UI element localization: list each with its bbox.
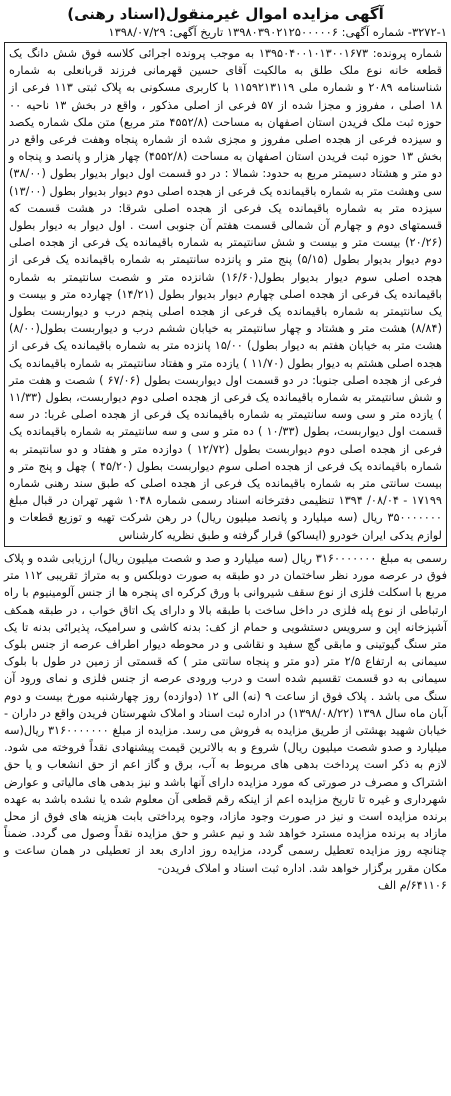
notice-framed-body [4, 42, 447, 547]
notice-reference-code: ۶۴۱۱۰۶/م الف [377, 878, 447, 892]
notice-number-and-date: ۳۲۷۲-۱- شماره آگهی: ۱۳۹۸۰۳۹۰۲۱۲۵۰۰۰۰۰۶ تاریخ آگهی: ۱۳۹۸/۰۷/۲۹ [108, 25, 447, 39]
notice-title: آگهی مزایده اموال غیرمنقول(اسناد رهنی) [67, 5, 384, 23]
auction-terms-paragraph: رسمی به مبلغ ۳۱۶۰۰۰۰۰۰۰ ریال (سه میلیارد و صد و شصت میلیون ریال) ارزیابی شده و پلاک فوق در عرصه مورد نظر ساختمان در دو طبقه به صورت دوبلکس و به متراژ تقریبی ۱۱۲ متر مربع با اسکلت فلزی از نوع سقف شیروانی با ورق کرکره ای پنجره ها از جنس آلومینیوم با راه ارتباطی از نوع پله فلزی در داخل ساخت با طبقه بالا و دارای یک اتاق خواب ، در طبقه همکف آشپزخانه اپن و سرویس دستشویی و حمام از کف: بدنه کاشی و سرامیک، پذیرائی بدنه تا یک متر سنگ گیوتینی و مابقی گچ سفید و نقاشی و در محوطه دیوار اطراف عرصه از جنس بلوک سیمانی به ارتفاع ۲/۵ متر (دو متر و پنجاه سانتی متر ) که قسمتی از زمین در طول با بلوک سیمانی به دو قسمت تقسیم شده است و درب ورودی عرصه از جنس فلزی و نمای ورود آن سنگ می باشد . پلاک فوق از ساعت ۹ (نه) الی ۱۲ (دوازده) روز چهارشنبه مورخ بیست و دوم آبان ماه سال ۱۳۹۸ (۱۳۹۸/۰۸/۲۲) در اداره ثبت اسناد و املاک شهرستان فریدن واقع در داران - خیابان شهید بهشتی از طریق مزایده به فروش می رسد. مزایده از مبلغ ۳۱۶۰۰۰۰۰۰۰ ریال(سه میلیارد و صدو شصت میلیون ریال) شروع و به بالاترین قیمت پیشنهادی نقداً فروخته می شود. لازم به ذکر است پرداخت بدهی های مربوط به آب، برق و گاز اعم از حق انشعاب و یا حق اشتراک و مصرف در صورتی که مورد مزایده دارای آنها باشد و نیز بدهی های مالیاتی و عوارض شهرداری و غیره تا تاریخ مزایده اعم از اینکه رقم قطعی آن معلوم شده یا نشده باشد به عهده برنده مزایده است و نیز در صورت وجود مازاد، وجوه پرداختی بابت هزینه های فوق از محل مازاد به برنده مزایده مسترد خواهد شد و نیم عشر و حق مزایده نقداً وصول می گردد. ضمناً چنانچه روز مزایده تعطیل رسمی گردد، مزایده روز اداری بعد از تعطیلی در همان ساعت و مکان مقرر برگزار خواهد شد. اداره ثبت اسناد و املاک فریدن- [4, 551, 448, 875]
property-description-paragraph: شماره پرونده: ۱۳۹۵۰۴۰۰۱۰۱۳۰۰۱۶۷۳ به موجب پرونده اجرائی کلاسه فوق شش دانگ یک قطعه خانه نوع ملک طلق به مالکیت آقای حسین قهرمانی فرزند قربانعلی به شماره شناسنامه ۲۰۸۹ و شماره ملی ۱۱۵۹۲۱۳۱۱۹ با کاربری مسکونی به پلاک ثبتی ۱۱۳ فرعی از ۱۸ اصلی ، مفروز و مجزا شده از ۵۷ فرعی از اصلی مذکور ، واقع در بخش ۱۳ ناحیه ۰۰ حوزه ثبت ملک فریدن استان اصفهان به مساحت (۴۵۵۲/۸ متر مربع) متن ملک شماره یکصد و سیزده فرعی از هجده اصلی مفروز و مجزی شده از شماره پنجاه وهفت فرعی واقع در بخش ۱۳ حوزه ثبت فریدن استان اصفهان به مساحت (۴۵۵۲/۸) چهار هزار و پانصد و پنجاه و دو متر و هشتاد دسیمتر مربع به حدود: شمالا : در دو قسمت اول دیوار بدیوار بطول (۳۸/۰۰) سی وهشت متر به شماره باقیمانده یک فرعی از هجده اصلی دوم دیوار بدیوار بطول (۱۳/۰۰) سیزده متر به شماره باقیمانده یک فرعی از هجده اصلی شرقا: در هشت قسمت که قسمتهای دوم و چهارم آن شمالی قسمت هفتم آن جنوبی است . اول دیوار به دیوار بطول (۲۰/۲۶) بیست متر و بیست و شش سانتیمتر به شماره باقیمانده یک فرعی از هجده اصلی دوم دیوار بدیوار بطول (۵/۱۵) پنج متر و پانزده سانتیمتر به شماره باقیمانده یک فرعی از هجده اصلی سوم دیوار بدیوار بطول(۱۶/۶۰) شانزده متر و شصت سانتیمتر به شماره باقیمانده یک فرعی از هجده اصلی چهارم دیوار بدیوار بطول (۱۴/۲۱) چهارده متر و بیست و یک سانتیمتر به شماره باقیمانده یک فرعی از هجده اصلی پنجم درب و دیواربست بطول (۸/۸۴) هشت متر و هشتاد و چهار سانتیمتر به خیابان ششم درب و دیواربست بطول(۸/۰۰) هشت متر به خیابان هفتم به دیوار بطول) ۱۵/۰۰ پانزده متر به شماره باقیمانده یک فرعی از هجده اصلی هشتم به دیوار بطول (۱۱/۷۰ ) یازده متر و هفتاد سانتیمتر به شماره باقیمانده یک فرعی از هجده اصلی جنوبا: در دو قسمت اول دیواربست بطول (۶۷/۰۶ ) شصت و هفت متر و شش سانتیمتر به شماره باقیمانده یک فرعی از هجده اصلی دوم دیواربست، بطول (۱۱/۳۳ ) یازده متر و سی وسه سانتیمتر به شماره باقیمانده یک فرعی از هجده اصلی غربا: در سه قسمت اول دیواربست، بطول (۱۰/۳۳ ) ده متر و سی و سه سانتیمتر به شماره باقیمانده یک فرعی از هجده اصلی دوم دیواربست بطول (۱۲/۷۲ ) دوازده متر و هفتاد و دو سانتیمتر به شماره باقیمانده یک فرعی از هجده اصلی سوم دیواربست بطول (۴۵/۲۰ ) چهل و پنج متر و بیست سانتی متر به شماره باقیمانده یک فرعی از هجده اصلی که طبق سند رهنی شماره ۱۷۱۹۹ - ۰۸/۰۴/ ۱۳۹۴ تنظیمی دفترخانه اسناد رسمی شماره ۱۰۴۸ شهر تهران در قبال مبلغ ۳۵۰۰۰۰۰۰۰ ریال (سه میلیارد و پانصد میلیون ریال) در رهن شرکت تهیه و توزیع قطعات و لوازم یدکی ایران خودرو (ایساکو) قرار گرفته و طبق نظریه کارشناس [9, 47, 443, 542]
